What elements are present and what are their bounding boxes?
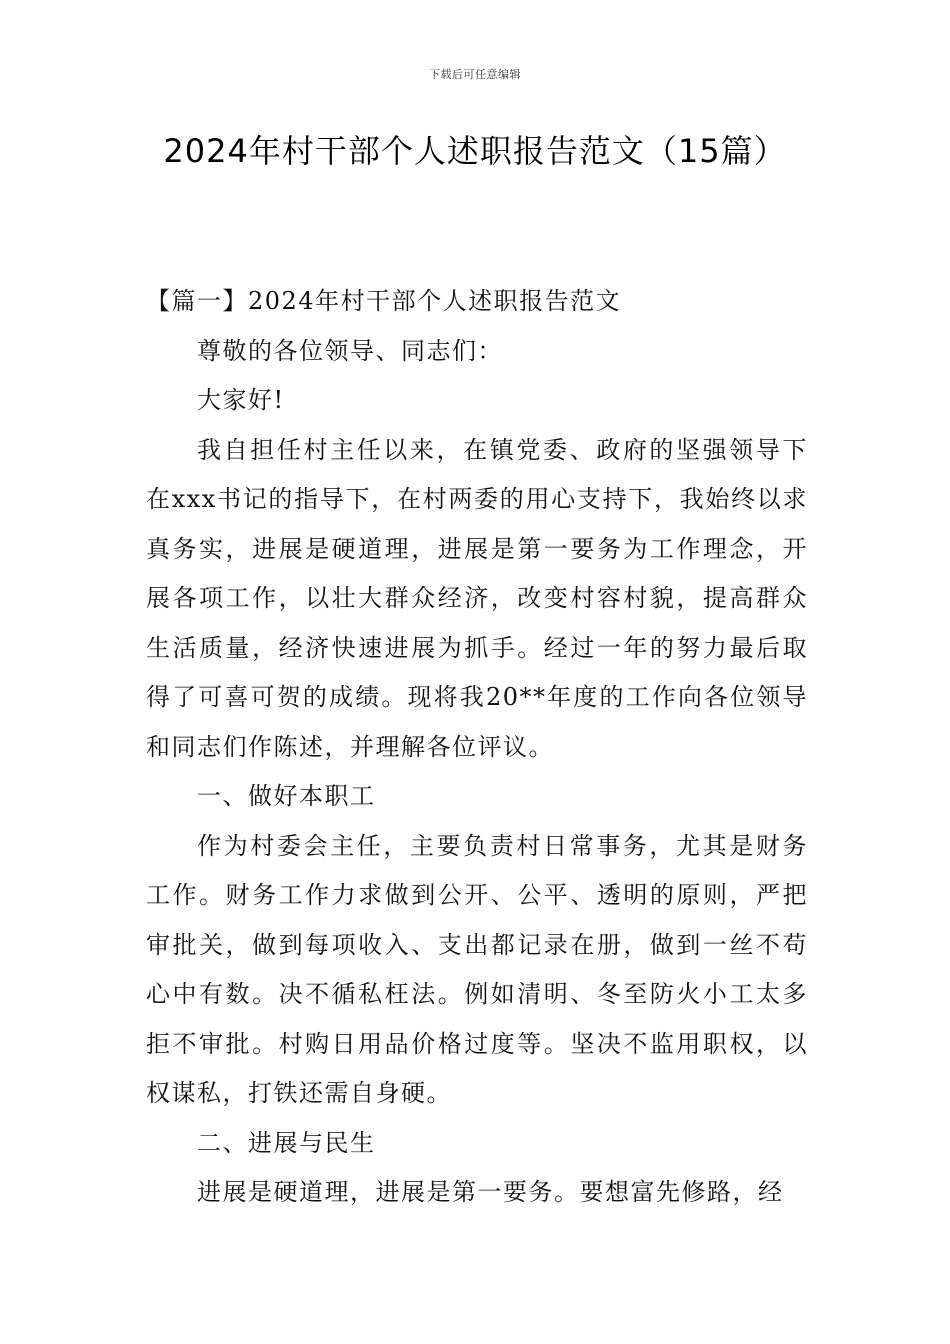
document-body [146,277,808,1218]
salutation: 尊敬的各位领导、同志们： [197,336,503,365]
body-paragraph-development: 进展是硬道理，进展是第一要务。要想富先修路，经 [197,1178,784,1206]
body-paragraph-finance: 作为村委会主任，主要负责村日常事务，尤其是财务工作。财务工作力求做到公开、公平、透明的原则，严把审批关，做到每项收入、支出都记录在册，做到一丝不苟心中有数。决不循私枉法。例如清明、冬至防火小工太多拒不审批。村购日用品价格过度等。坚决不监用职权，以权谋私，打铁还需自身硬。 [146,831,808,1107]
section-heading: 【篇一】2024年村干部个人述职报告范文 [146,287,622,315]
document-title: 2024年村干部个人述职报告范文（15篇） [163,132,787,170]
subheading-duty: 一、做好本职工 [197,782,376,810]
greeting: 大家好! [197,386,285,414]
subheading-development: 二、进展与民生 [197,1128,376,1157]
header-note: 下载后可任意编辑 [429,68,521,81]
body-paragraph-intro: 我自担任村主任以来，在镇党委、政府的坚强领导下在xxx书记的指导下，在村两委的用心支持下，我始终以求真务实，进展是硬道理，进展是第一要务为工作理念，开展各项工作，以壮大群众经济，改变村容村貌，提高群众生活质量，经济快速进展为抓手。经过一年的努力最后取得了可喜可贺的成绩。现将我20**年度的工作向各位领导和同志们作陈述，并理解各位评议。 [146,435,808,761]
